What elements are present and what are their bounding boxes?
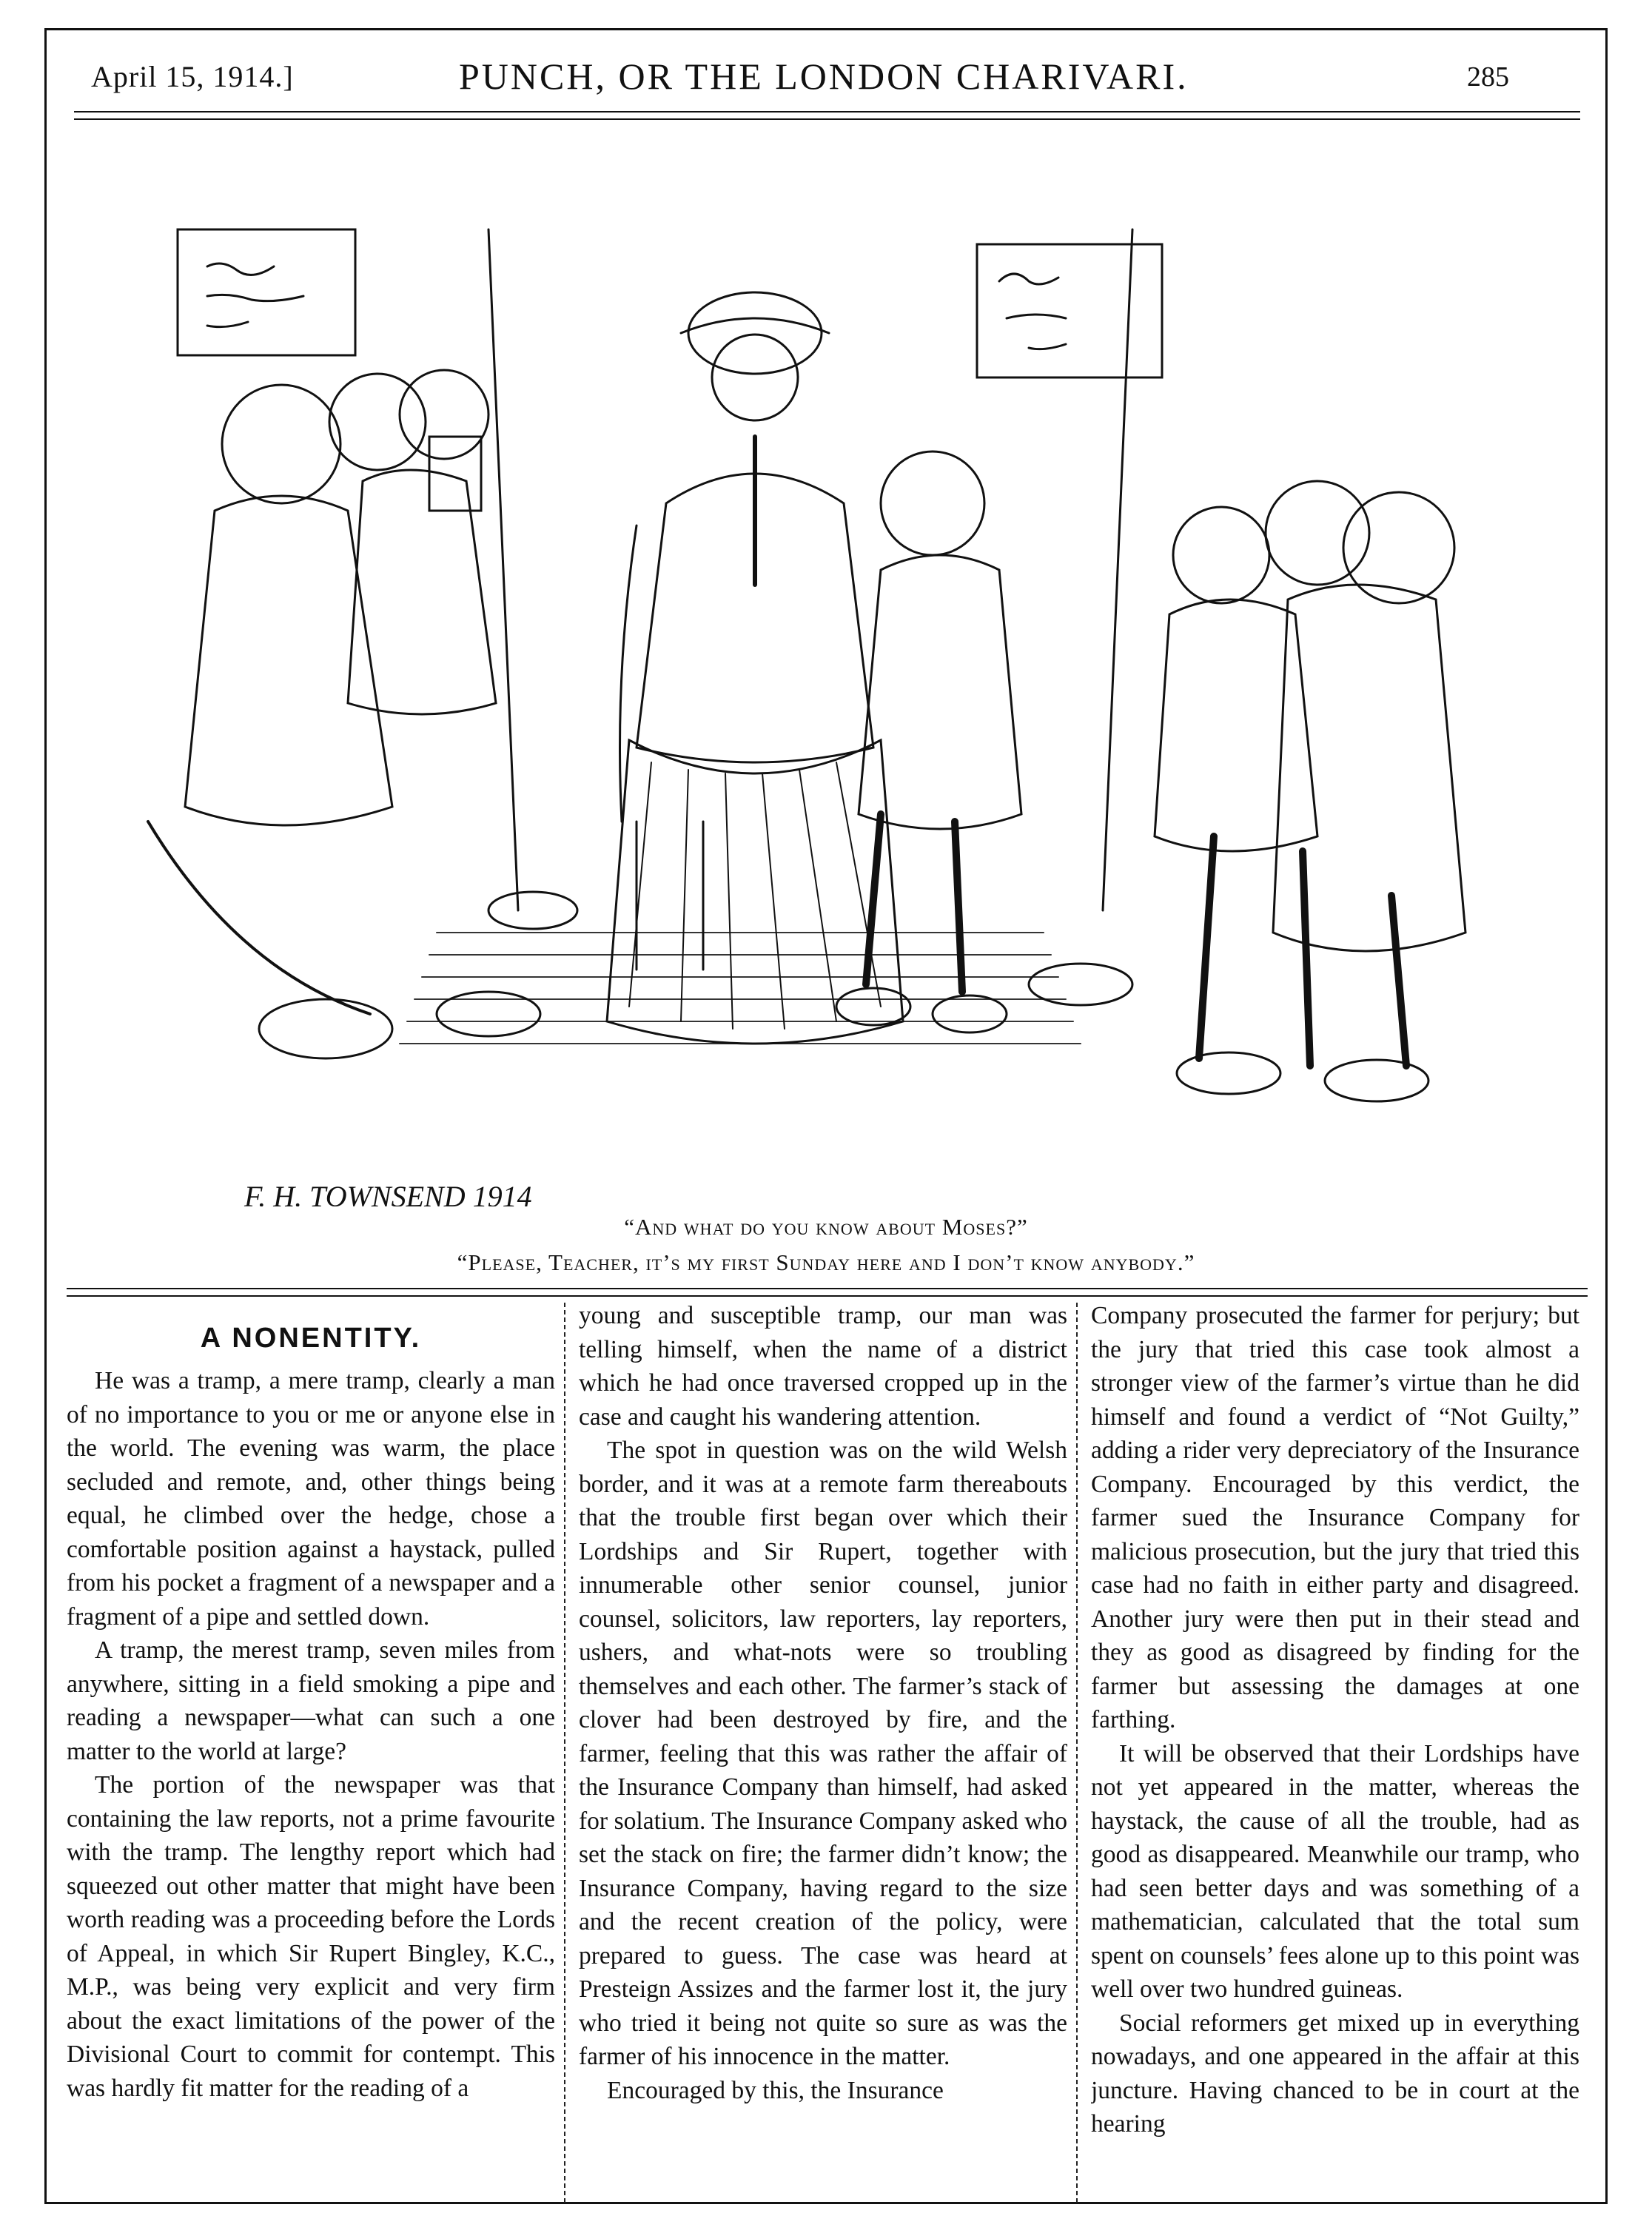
caption-line-2: “Please, Teacher, it’s my first Sunday here and I don’t know anybody.” xyxy=(457,1249,1195,1275)
article-column-3 xyxy=(1091,1299,1579,2209)
caption-rule-double xyxy=(67,1295,1588,1297)
page-border-right xyxy=(1605,28,1608,2204)
artist-signature: F. H. TOWNSEND 1914 xyxy=(244,1180,532,1206)
paragraph: He was a tramp, a mere tramp, clearly a man of no importance to you or me or anyone else in the world. The evening was warm, the place secluded and remote, and, other things being equal, he climbed over the hedge, chose a comfortable position against a haystack, pulled from his pocket a fragment of a newspaper and a fragment of a pipe and settled down. xyxy=(67,1367,555,1631)
article-column-1 xyxy=(67,1299,555,2209)
header-rule-double xyxy=(74,118,1580,120)
publication-title: PUNCH, OR THE LONDON CHARIVARI. xyxy=(459,56,1189,97)
paragraph: Social reformers get mixed up in everything nowadays, and one appeared in the affair at this juncture. Having chanced to be in court at the hearing xyxy=(1091,2009,1579,2138)
paragraph: A tramp, the merest tramp, seven miles from anywhere, sitting in a field smoking a pipe and reading a newspaper—what can such a one matter to the world at large? xyxy=(67,1636,555,1765)
caption-line-1: “And what do you know about Moses?” xyxy=(624,1214,1028,1240)
header-rule xyxy=(74,111,1580,113)
issue-date: April 15, 1914.] xyxy=(91,60,294,93)
column-divider-2 xyxy=(1076,1303,1078,2206)
cartoon-illustration xyxy=(118,155,1539,1206)
article-title: A NONENTITY. xyxy=(200,1323,422,1354)
paragraph: young and susceptible tramp, our man was telling himself, when the name of a district which he had once traversed cropped up in the case and caught his wandering attention. xyxy=(579,1302,1067,1431)
page-border-top xyxy=(44,28,1608,30)
paragraph: It will be observed that their Lordships have not yet appeared in the matter, whereas the haystack, the cause of all the trouble, had as good as disappeared. Meanwhile our tramp, who had seen better days and was something of a mathematician, calculated that the total sum spent on counsels’ fees alone up to this point was well over two hundred guineas. xyxy=(1091,1739,1579,2003)
paragraph: Encouraged by this, the Insurance xyxy=(607,2076,944,2104)
page-number: 285 xyxy=(1467,61,1509,93)
paragraph: The spot in question was on the wild Welsh border, and it was at a remote farm thereabouts that the trouble first began over which their Lordships and Sir Rupert, together with innumerable other senior counsel, junior counsel, solicitors, law reporters, lay reporters, ushers, and what-nots were so troubling themselves and each other. The farmer’s stack of clover had been destroyed by fire, and the farmer, feeling that this was rather the affair of the Insurance Company than himself, had asked for solatium. The Insurance Company asked who set the stack on fire; the farmer didn’t know; the Insurance Company, having regard to the size and the recent creation of the policy, were prepared to guess. The case was heard at Presteign Assizes and the farmer lost it, the jury who tried it being not quite so sure as was the farmer of his innocence in the matter. xyxy=(579,1437,1067,2070)
caption-rule xyxy=(67,1288,1588,1289)
column-divider-1 xyxy=(564,1303,565,2206)
sunday-school-drawing xyxy=(118,155,1539,1206)
paragraph: The portion of the newspaper was that containing the law reports, not a prime favourite with the tramp. The lengthy report which had squeezed out other matter that might have been worth reading was a proceeding before the Lords of Appeal, in which Sir Rupert Bingley, K.C., M.P., was being very explicit and very firm about the exact limitations of the power of the Divisional Court to commit for contempt. This was hardly fit matter for the reading of a xyxy=(67,1771,555,2102)
paragraph: Company prosecuted the farmer for perjury; but the jury that tried this case took almost a stronger view of the farmer’s virtue than he did himself and found a verdict of “Not Guilty,” adding a rider very depreciatory of the Insurance Company. Encouraged by this verdict, the farmer sued the Insurance Company for malicious prosecution, but the jury that tried this case had no faith in either party and disagreed. Another jury were then put in their stead and they as good as disagreed by finding for the farmer but assessing the damages at one farthing. xyxy=(1091,1302,1579,1733)
page-border-left xyxy=(44,28,47,2204)
article-column-2 xyxy=(579,1299,1067,2209)
